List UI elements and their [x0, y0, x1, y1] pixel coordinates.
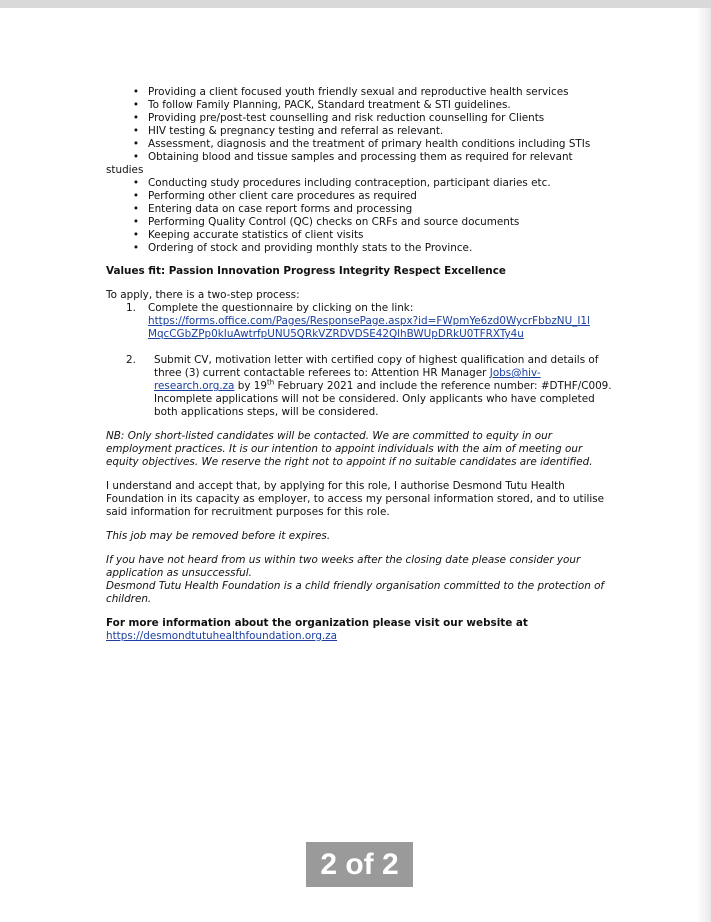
bullet-icon: •	[132, 177, 140, 189]
list-item: • HIV testing & pregnancy testing and referral as relevant.	[132, 125, 444, 137]
consent-statement: I understand and accept that, by applying for this role, I authorise Desmond Tutu Health Foundation in its capacity as employer, to access my personal information stored, and to utilise said information for recruitment purposes for this role.	[106, 480, 605, 518]
bullet-icon: •	[132, 216, 140, 228]
apply-step-2: 2. Submit CV, motivation letter with certified copy of highest qualification and details of three (3) current contactable referees to: Attention HR Manager Jobs@hiv-research.org.za by 19th February 2021 and include the reference number: #DTHF/C009. Incomplete applications will not be considered. Only applicants who have completed both applications steps, will be considered.	[126, 354, 612, 418]
apply-intro: To apply, there is a two-step process:	[106, 289, 300, 301]
website-link[interactable]: https://desmondtutuhealthfoundation.org.za	[106, 630, 338, 642]
list-item: • Conducting study procedures including contraception, participant diaries etc.	[132, 177, 551, 189]
list-item: • Providing pre/post-test counselling and risk reduction counselling for Clients	[132, 112, 545, 124]
bullet-icon: •	[132, 190, 140, 202]
bullet-icon: •	[132, 125, 140, 137]
bullet-icon: •	[132, 229, 140, 241]
step-number: 1.	[126, 302, 136, 314]
hr-email-link[interactable]: Jobs@hiv-research.org.za	[154, 367, 541, 392]
bullet-icon: •	[132, 242, 140, 254]
removal-notice: This job may be removed before it expires.	[106, 530, 331, 542]
list-item: • Entering data on case report forms and processing	[132, 203, 413, 215]
page-edge-shadow	[697, 8, 711, 922]
date-superscript: th	[267, 378, 275, 387]
viewer-top-bar	[0, 0, 711, 8]
questionnaire-link[interactable]: https://forms.office.com/Pages/ResponsePage.aspx?id=FWpmYe6zd0WycrFbbzNU_I1l MqcCGbZPp0kIuAwtrfpUNU5QRkVZRDVDSE42QlhBWUpDRkU0TFRXTy4u	[148, 315, 590, 340]
bullet-icon: •	[132, 203, 140, 215]
step-number: 2.	[126, 354, 136, 366]
list-item: • Assessment, diagnosis and the treatment of primary health conditions including STIs	[132, 138, 591, 150]
step-2-text: Submit CV, motivation letter with certified copy of highest qualification and details of three (3) current contactable referees to: Attention HR Manager	[154, 354, 599, 379]
values-fit: Values fit: Passion Innovation Progress Integrity Respect Excellence	[106, 265, 506, 277]
nb-notice: NB: Only short-listed candidates will be contacted. We are committed to equity in our employment practices. It is our intention to appoint individuals with the aim of meeting our equity objectives. We reserve the right not to appoint if no suitable candidates are identified.	[106, 430, 593, 468]
bullet-icon: •	[132, 112, 140, 124]
list-item: • Obtaining blood and tissue samples and processing them as required for relevant studies	[106, 151, 573, 176]
list-item: • Keeping accurate statistics of client visits	[132, 229, 364, 241]
list-item: • To follow Family Planning, PACK, Standard treatment & STI guidelines.	[132, 99, 511, 111]
child-friendly-notice: Desmond Tutu Health Foundation is a child friendly organisation committed to the protection of children.	[106, 580, 605, 605]
bullet-icon: •	[132, 99, 140, 111]
bullet-icon: •	[132, 151, 140, 163]
step-1-text: Complete the questionnaire by clicking on the link:	[148, 302, 414, 314]
bullet-icon: •	[132, 86, 140, 98]
list-item: • Ordering of stock and providing monthly stats to the Province.	[132, 242, 473, 254]
document-content	[106, 86, 616, 643]
apply-step-1	[106, 302, 616, 341]
page-indicator: 2 of 2	[306, 842, 413, 887]
duties-list	[106, 86, 616, 255]
unsuccessful-notice: If you have not heard from us within two weeks after the closing date please consider your application as unsuccessful.	[106, 554, 581, 579]
list-item: • Performing Quality Control (QC) checks on CRFs and source documents	[132, 216, 520, 228]
list-item: • Performing other client care procedures as required	[132, 190, 417, 202]
bullet-icon: •	[132, 138, 140, 150]
list-item: • Providing a client focused youth friendly sexual and reproductive health services	[132, 86, 569, 98]
more-info-heading: For more information about the organization please visit our website at	[106, 617, 528, 629]
